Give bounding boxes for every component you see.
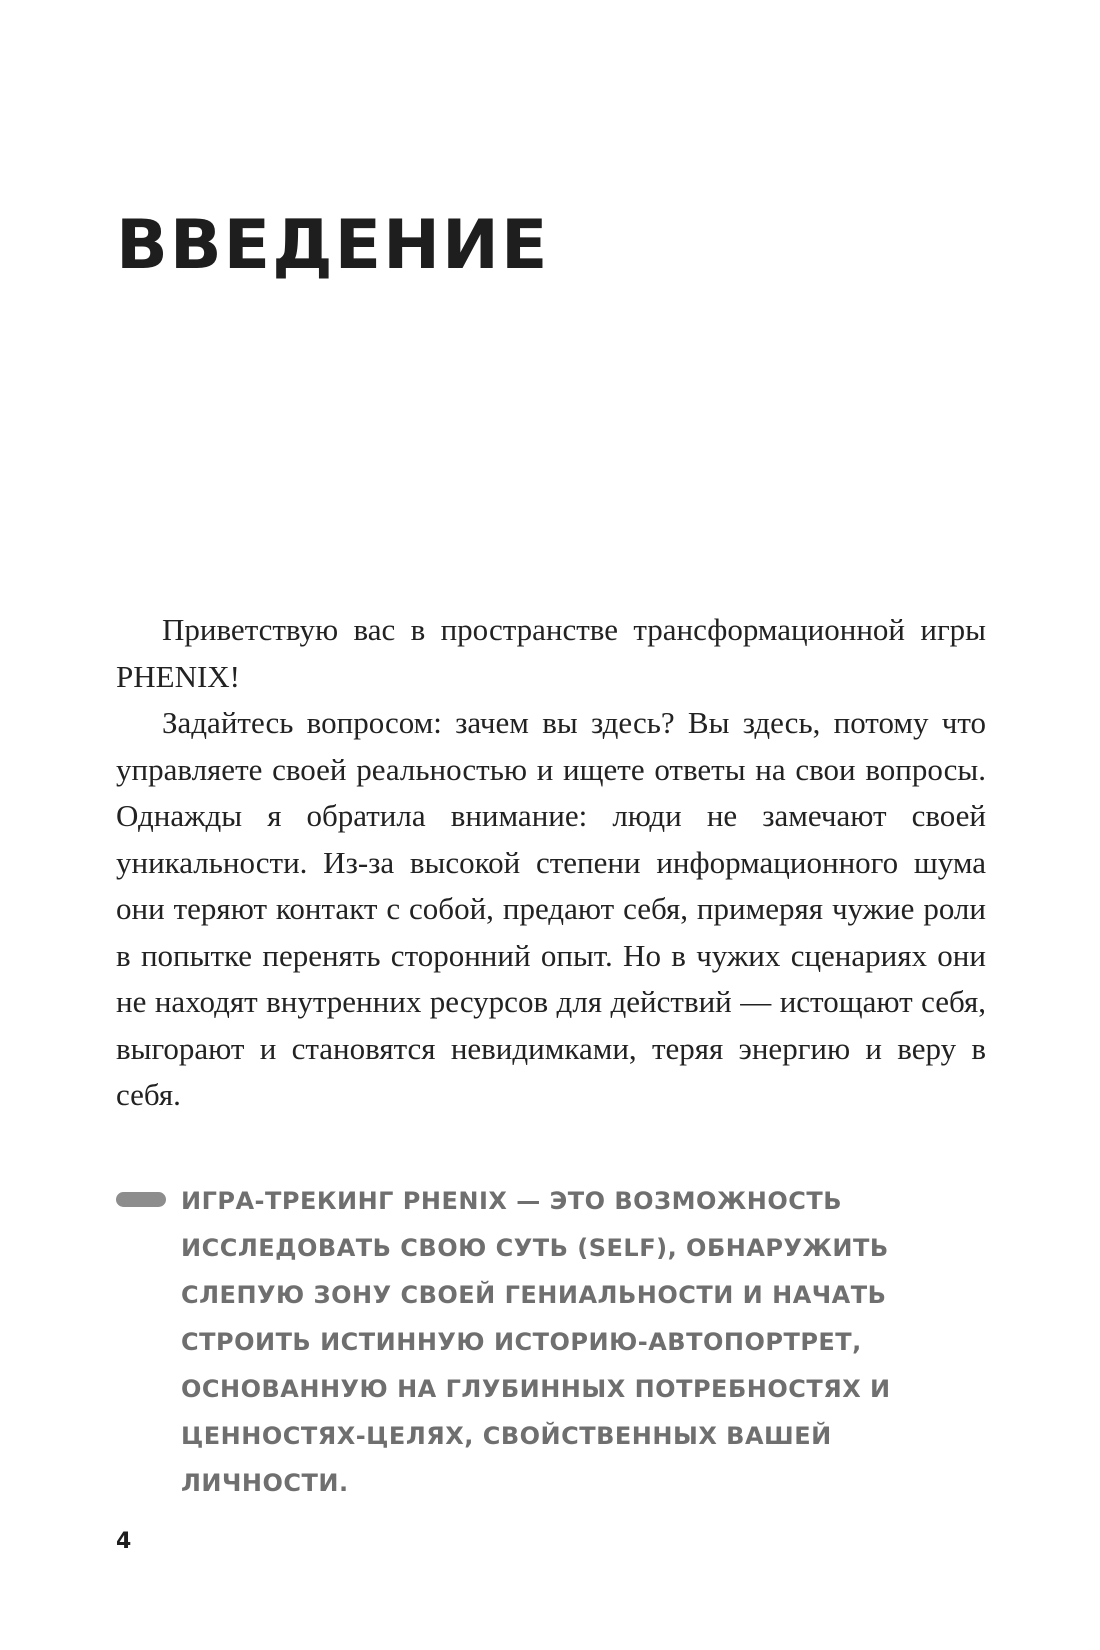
page-number: 4	[116, 1529, 132, 1554]
paragraph-main: Задайтесь вопросом: зачем вы здесь? Вы здесь, потому что управляете своей реальностью и ищете ответы на свои вопросы. Однажды я обратила внимание: люди не замечают своей уникальности. Из-за высокой степени информационного шума они теряют контакт с собой, предают себя, примеряя чужие роли в попытке перенять сторонний опыт. Но в чужих сценариях они не находят внутренних ресурсов для действий — истощают себя, выгорают и становятся невидимками, теряя энергию и веру в себя.	[116, 705, 986, 1112]
body-text	[116, 607, 986, 1119]
callout-marker-icon	[116, 1192, 166, 1207]
paragraph-greeting: Приветствую вас в пространстве трансформационной игры PHENIX!	[116, 612, 986, 694]
callout	[116, 1178, 986, 1507]
chapter-title: ВВЕДЕНИЕ	[116, 206, 550, 285]
callout-text: ИГРА-ТРЕКИНГ PHENIX — ЭТО ВОЗМОЖНОСТЬ ИССЛЕДОВАТЬ СВОЮ СУТЬ (SELF), ОБНАРУЖИТЬ СЛЕПУЮ ЗОНУ СВОЕЙ ГЕНИАЛЬНОСТИ И НАЧАТЬ СТРОИТЬ ИСТИННУЮ ИСТОРИЮ-АВТОПОРТРЕТ, ОСНОВАННУЮ НА ГЛУБИННЫХ ПОТРЕБНОСТЯХ И ЦЕННОСТЯХ-ЦЕЛЯХ, СВОЙСТВЕННЫХ ВАШЕЙ ЛИЧНОСТИ.	[181, 1187, 891, 1497]
